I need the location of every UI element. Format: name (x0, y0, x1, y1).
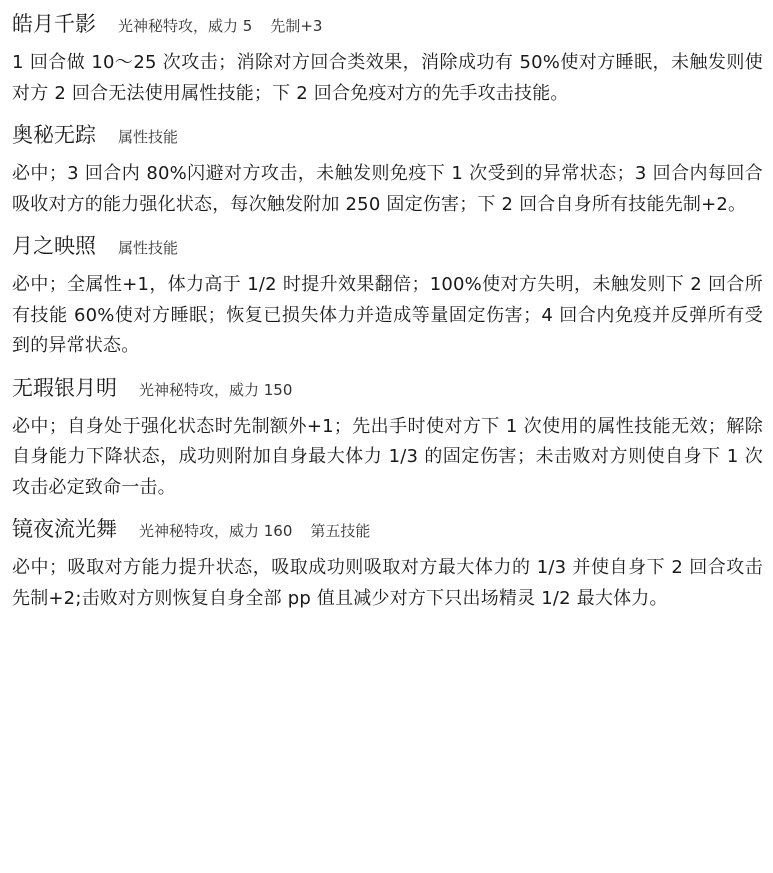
skill-header (12, 228, 763, 264)
skill-slot: 第五技能 (310, 522, 371, 540)
skill-name: 月之映照 (12, 234, 96, 258)
skill-name: 无瑕银月明 (12, 375, 117, 400)
skill-description: 1 回合做 10～25 次攻击；消除对方回合类效果，消除成功有 50%使对方睡眠，未触发则使对方 2 回合无法使用属性技能；下 2 回合免疫对方的先手攻击技能。 (12, 52, 763, 104)
skill-name: 奥秘无踪 (12, 123, 96, 147)
skill-header (12, 117, 763, 153)
skill-priority: 先制+3 (270, 17, 323, 35)
skill-name: 皓月千影 (12, 12, 96, 36)
skill-entry (12, 370, 763, 504)
skill-header (12, 6, 763, 42)
skill-description: 必中；吸取对方能力提升状态，吸取成功则吸取对方最大体力的 1/3 并使自身下 2 回合攻击先制+2;击败对方则恢复自身全部 pp 值且减少对方下只出场精灵 1/2 最大体力。 (12, 557, 763, 609)
skill-header (12, 511, 763, 547)
skill-type: 属性技能 (118, 128, 179, 146)
skill-header (12, 370, 763, 406)
skill-description: 必中；3 回合内 80%闪避对方攻击，未触发则免疫下 1 次受到的异常状态；3 回合内每回合吸收对方的能力强化状态，每次触发附加 250 固定伤害；下 2 回合自身所有技能先制+2。 (12, 163, 763, 215)
skill-description: 必中；自身处于强化状态时先制额外+1；先出手时使对方下 1 次使用的属性技能无效；解除自身能力下降状态，成功则附加自身最大体力 1/3 的固定伤害；未击败对方则使自身下 1 次攻击必定致命一击。 (12, 415, 763, 498)
skill-type: 属性技能 (118, 239, 179, 257)
skill-type-power: 光神秘特攻，威力 5 (118, 17, 253, 35)
skill-description: 必中；全属性+1，体力高于 1/2 时提升效果翻倍；100%使对方失明，未触发则下 2 回合所有技能 60%使对方睡眠；恢复已损失体力并造成等量固定伤害；4 回合内免疫并反弹所有受到的异常状态。 (12, 274, 763, 356)
skill-entry (12, 511, 763, 614)
skill-entry (12, 228, 763, 362)
skill-type-power: 光神秘特攻，威力 160 (139, 522, 293, 540)
skill-entry (12, 117, 763, 220)
skill-entry (12, 6, 763, 109)
skill-name: 镜夜流光舞 (12, 517, 117, 541)
skill-type-power: 光神秘特攻，威力 150 (139, 380, 293, 399)
